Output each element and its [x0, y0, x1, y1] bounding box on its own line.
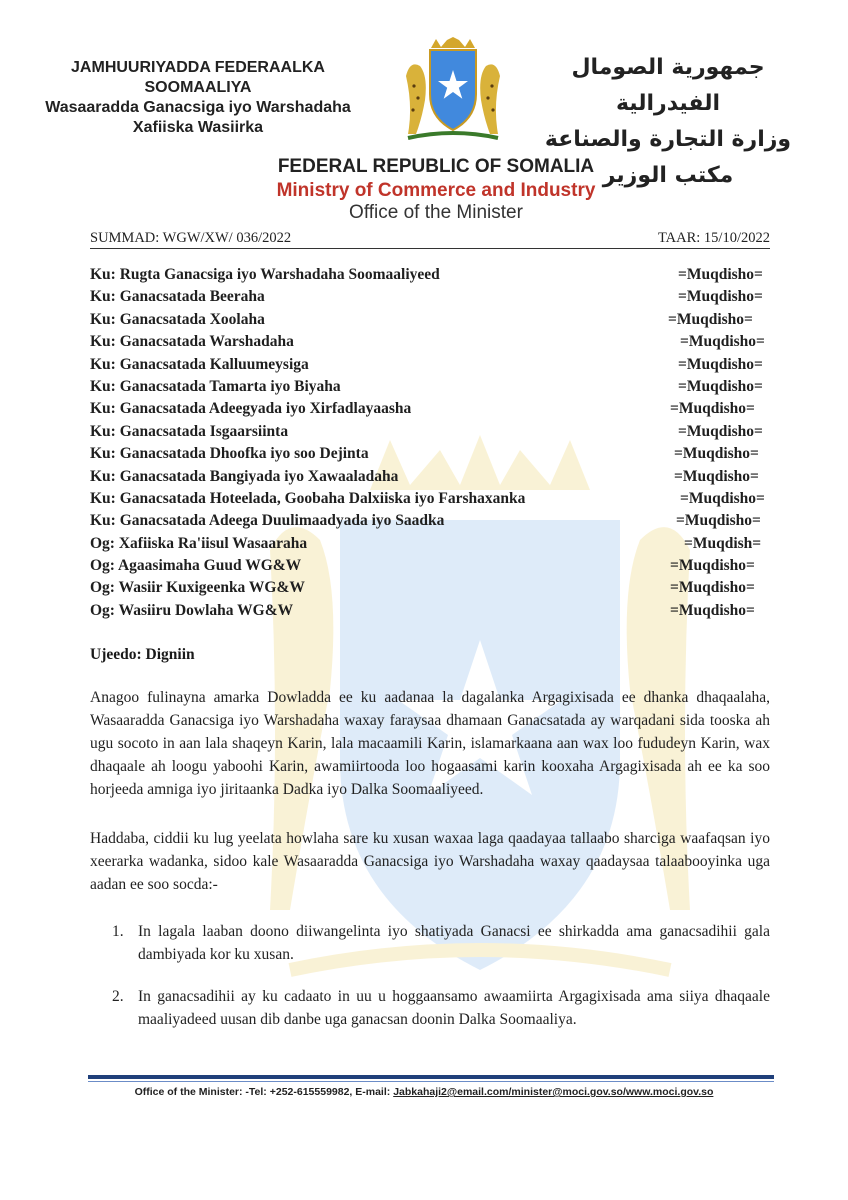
addressee-name: Ku: Ganacsatada Beeraha: [90, 288, 265, 306]
addressee-item: [90, 602, 780, 624]
letterhead-arabic-line-2: وزارة التجارة والصناعة: [544, 127, 792, 152]
addressee-city: =Muqdisho=: [670, 400, 755, 418]
addressee-item: [90, 378, 780, 400]
addressee-name: Og: Agaasimaha Guud WG&W: [90, 557, 302, 575]
measure-item: [112, 985, 770, 1031]
letterhead-somali: [28, 58, 368, 138]
addressee-item: [90, 490, 780, 512]
addressee-name: Ku: Ganacsatada Tamarta iyo Biyaha: [90, 377, 341, 395]
addressee-city: =Muqdisho=: [680, 333, 765, 351]
office-name: Office of the Minister: [349, 202, 523, 223]
addressee-city: =Muqdisho=: [678, 288, 763, 306]
addressee-city: =Muqdisho=: [674, 467, 759, 485]
footer-label: Office of the Minister: -Tel: +252-615559982, E-mail:: [134, 1086, 394, 1098]
addressee-list: [90, 266, 780, 624]
addressee-name: Ku: Ganacsatada Adeegyada iyo Xirfadlayaasha: [90, 400, 412, 418]
footer-links[interactable]: Jabkahaji2@email.com/minister@moci.gov.so/www.moci.gov.so: [393, 1086, 714, 1098]
addressee-item: [90, 400, 780, 422]
ministry-name: Ministry of Commerce and Industry: [276, 180, 596, 201]
addressee-item: [90, 333, 780, 355]
addressee-name: Ku: Ganacsatada Kalluumeysiga: [90, 355, 309, 373]
measure-list-1: [112, 920, 770, 966]
measure-list-2: [112, 985, 770, 1031]
addressee-city: =Muqdisho=: [670, 557, 755, 575]
measure-text: In lagala laaban doono diiwangelinta iyo shatiyada Ganacsi ee shirkadda ama ganacsadihii gala dambiyada kor ku xusan.: [138, 923, 770, 963]
measure-text: In ganacsadihii ay ku cadaato in uu u hoggaansamo awaamiirta Argagixisada ama siiya dhaqaale maaliyadeed uusan dib danbe uga ganacsan doonin Dalka Soomaaliya.: [138, 988, 770, 1028]
addressee-name: Ku: Ganacsatada Dhoofka iyo soo Dejinta: [90, 445, 369, 463]
addressee-city: =Muqdisho=: [680, 489, 765, 507]
addressee-name: Ku: Ganacsatada Warshadaha: [90, 333, 294, 351]
measure-item: [112, 920, 770, 966]
addressee-city: =Muqdisho=: [674, 445, 759, 463]
addressee-item: [90, 423, 780, 445]
addressee-item: [90, 557, 780, 579]
letterhead-arabic-line-3: مكتب الوزير: [602, 163, 734, 188]
addressee-city: =Muqdisho=: [678, 266, 763, 283]
coat-of-arms-emblem: [398, 36, 508, 146]
addressee-name: Og: Wasiiru Dowlaha WG&W: [90, 601, 294, 619]
addressee-name: Ku: Ganacsatada Hoteelada, Goobaha Dalxiiska iyo Farshaxanka: [90, 489, 526, 507]
reference-line: [90, 230, 770, 249]
addressee-name: Og: Xafiiska Ra'iisul Wasaaraha: [90, 534, 308, 552]
footer-contact: [0, 1086, 848, 1098]
addressee-item: [90, 356, 780, 378]
letterhead-somali-line-3: Xafiiska Wasiirka: [132, 119, 264, 136]
addressee-item: [90, 311, 780, 333]
addressee-name: Ku: Rugta Ganacsiga iyo Warshadaha Soomaaliyeed: [90, 266, 440, 283]
addressee-name: Ku: Ganacsatada Adeega Duulimaadyada iyo Saadka: [90, 512, 445, 530]
addressee-name: Ku: Ganacsatada Bangiyada iyo Xawaaladaha: [90, 467, 399, 485]
addressee-item: [90, 512, 780, 534]
addressee-city: =Muqdisho=: [676, 512, 761, 530]
addressee-city: =Muqdisho=: [668, 310, 753, 328]
addressee-city: =Muqdisho=: [678, 355, 763, 373]
letterhead-somali-line-2: Wasaaradda Ganacsiga iyo Warshadaha: [45, 99, 351, 116]
measure-number: 1.: [112, 923, 124, 940]
english-title: FEDERAL REPUBLIC OF SOMALIA: [277, 156, 595, 177]
addressee-city: =Muqdisho=: [670, 579, 755, 597]
addressee-item: [90, 266, 780, 288]
addressee-item: [90, 445, 780, 467]
addressee-name: Ku: Ganacsatada Isgaarsiinta: [90, 422, 289, 440]
addressee-item: [90, 579, 780, 601]
addressee-city: =Muqdish=: [684, 534, 762, 552]
body-paragraph-1: Anagoo fulinayna amarka Dowladda ee ku aadanaa la dagalanka Argagixisada ee dhanka dhaqaalaha, Wasaaradda Ganacsiga iyo Warshadaha waxay faraysaa dhamaan Ganacsatada ay warqadani sida tooska ah ugu socoto in aan lala shaqeyn Karin, lala macaamili Karin, islamarkaana aan wax loo fududeyn Karin, wax dhaqaale ah loogu yaboohi Karin, awamiirtooda loo hogaasami karin kooxaha Argagixisada ah ee ka soo horjeeda amniga iyo jiritaanka Dadka iyo Dalka Soomaaliyeed.: [90, 689, 770, 798]
addressee-city: =Muqdisho=: [678, 377, 763, 395]
footer-rule: [88, 1075, 774, 1079]
subject-line: Ujeedo: Digniin: [90, 646, 195, 663]
addressee-city: =Muqdisho=: [670, 601, 755, 619]
letterhead-arabic-line-1: جمهورية الصومال الفيدرالية: [571, 55, 765, 116]
footer-rule-thin: [88, 1081, 774, 1082]
letterhead-somali-line-1: JAMHUURIYADDA FEDERAALKA SOOMAALIYA: [71, 59, 325, 96]
addressee-city: =Muqdisho=: [678, 422, 763, 440]
body-paragraph-2: Haddaba, ciddii ku lug yeelata howlaha sare ku xusan waxaa laga qaadayaa tallaabo sharciga waafaqsan iyo xeerarka wadanka, sidoo kale Wasaaradda Ganacsiga iyo Warshadaha waxay qaadaysaa talaabooyinka uga aadan ee soo socda:-: [90, 830, 770, 893]
measure-number: 2.: [112, 988, 124, 1005]
addressee-name: Og: Wasiir Kuxigeenka WG&W: [90, 579, 305, 597]
addressee-item: [90, 468, 780, 490]
addressee-item: [90, 535, 780, 557]
reference-number: SUMMAD: WGW/XW/ 036/2022: [90, 230, 292, 246]
addressee-item: [90, 288, 780, 310]
letter-date: TAAR: 15/10/2022: [657, 230, 770, 246]
addressee-name: Ku: Ganacsatada Xoolaha: [90, 310, 265, 328]
